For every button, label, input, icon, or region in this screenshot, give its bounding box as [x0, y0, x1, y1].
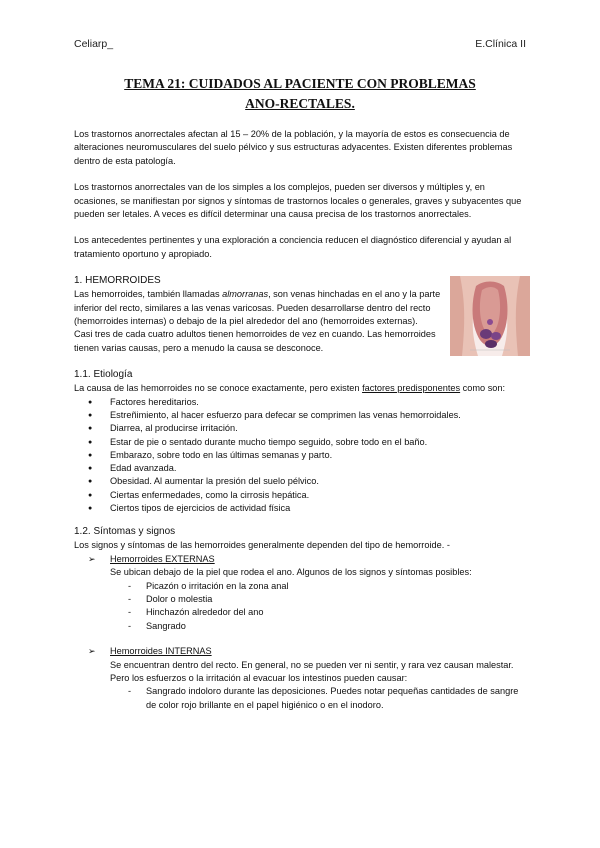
- page-title: [60, 74, 540, 114]
- etiologia-heading: 1.1. Etiología: [74, 369, 133, 381]
- factores-predisponentes-link: factores predisponentes: [362, 383, 461, 394]
- arrow-bullet-icon: ➢: [88, 553, 96, 564]
- document-body: [74, 128, 526, 712]
- intro-paragraph-2: Los trastornos anorrectales van de los simples a los complejos, pueden ser diversos y múltiples y, en ocasiones, se manifiestan por signos y síntomas de trastornos locales o generales, graves y subyacentes que pueden ser letales. A veces es difícil determinar una causa precisa de los trastornos anorrectales.: [74, 182, 522, 220]
- externas-list: [74, 580, 526, 634]
- internas-title: Hemorroides INTERNAS: [110, 646, 212, 657]
- list-item: ● Estar de pie o sentado durante mucho tiempo seguido, sobre todo en el baño.: [74, 436, 526, 449]
- list-item: - Sangrado indoloro durante las deposiciones. Puedes notar pequeñas cantidades de sangre de color rojo brillante en el papel higiénico o en el inodoro.: [128, 686, 519, 710]
- title-line-2: ANO-RECTALES.: [245, 96, 355, 111]
- list-item: ● Ciertas enfermedades, como la cirrosis hepática.: [74, 489, 526, 502]
- arrow-bullet-icon: ➢: [88, 646, 96, 657]
- etiologia-list: [74, 396, 526, 516]
- internas-item: [74, 645, 526, 658]
- externas-desc: Se ubican debajo de la piel que rodea el ano. Algunos de los signos y síntomas posibles:: [110, 567, 472, 578]
- hemorroides-text: [74, 288, 454, 355]
- internas-desc: Se encuentran dentro del recto. En general, no se pueden ver ni sentir, y rara vez causan malestar. Pero los esfuerzos o la irritación al evacuar los intestinos pueden causar:: [110, 659, 514, 684]
- list-item: ● Embarazo, sobre todo en las últimas semanas y parto.: [74, 449, 526, 462]
- hemorroides-paragraph-2: Casi tres de cada cuatro adultos tienen hemorroides de vez en cuando. Las hemorroides tienen varias causas, pero a menudo la causa se desconoce.: [74, 329, 436, 353]
- list-item: - Sangrado: [128, 620, 186, 631]
- header-right: E.Clínica II: [475, 38, 526, 50]
- list-item: ● Diarrea, al producirse irritación.: [74, 422, 526, 435]
- intro-paragraph-3: Los antecedentes pertinentes y una exploración a conciencia reducen el diagnóstico diferencial y ayudan al tratamiento oportuno y apropiado.: [74, 235, 512, 259]
- title-line-1: TEMA 21: CUIDADOS AL PACIENTE CON PROBLEMAS: [124, 76, 476, 91]
- list-item: ● Ciertos tipos de ejercicios de actividad física: [74, 502, 526, 515]
- list-item: ● Edad avanzada.: [74, 462, 526, 475]
- hemorroides-paragraph-1: Las hemorroides, también llamadas almorranas, son venas hinchadas en el ano y la parte inferior del recto, similares a las venas varicosas. Pueden desarrollarse dentro del recto (hemorroides internas) o debajo de la piel alrededor del ano (hemorroides externas).: [74, 289, 441, 327]
- sintomas-intro: Los signos y síntomas de las hemorroides generalmente dependen del tipo de hemorroide. -: [74, 540, 450, 551]
- section-hemorroides: [74, 274, 526, 355]
- sintomas-heading: 1.2. Síntomas y signos: [74, 526, 176, 538]
- list-item: - Dolor o molestia: [128, 593, 213, 604]
- intro-paragraph-1: Los trastornos anorrectales afectan al 15 – 20% de la población, y la mayoría de estos es consecuencia de alteraciones neuromusculares del suelo pélvico y sus estructuras adyacentes. Existen diferentes problemas dentro de esta patología.: [74, 129, 513, 166]
- internas-list: [74, 685, 526, 712]
- hemorrhoid-anatomy-image: [450, 276, 530, 356]
- externas-item: [74, 553, 526, 566]
- list-item: - Hinchazón alrededor del ano: [128, 607, 264, 618]
- externas-title: Hemorroides EXTERNAS: [110, 553, 215, 564]
- almorranas-term: almorranas: [222, 289, 269, 300]
- header-left: Celiarp_: [74, 38, 114, 50]
- list-item: ● Estreñimiento, al hacer esfuerzo para defecar se comprimen las venas hemorroidales.: [74, 409, 526, 422]
- etiologia-intro: La causa de las hemorroides no se conoce exactamente, pero existen factores predisponentes como son:: [74, 383, 506, 394]
- list-item: - Picazón o irritación en la zona anal: [128, 580, 289, 591]
- section-1-heading: 1. HEMORROIDES: [74, 275, 161, 287]
- list-item: ● Factores hereditarios.: [74, 396, 526, 409]
- list-item: ● Obesidad. Al aumentar la presión del suelo pélvico.: [74, 475, 526, 488]
